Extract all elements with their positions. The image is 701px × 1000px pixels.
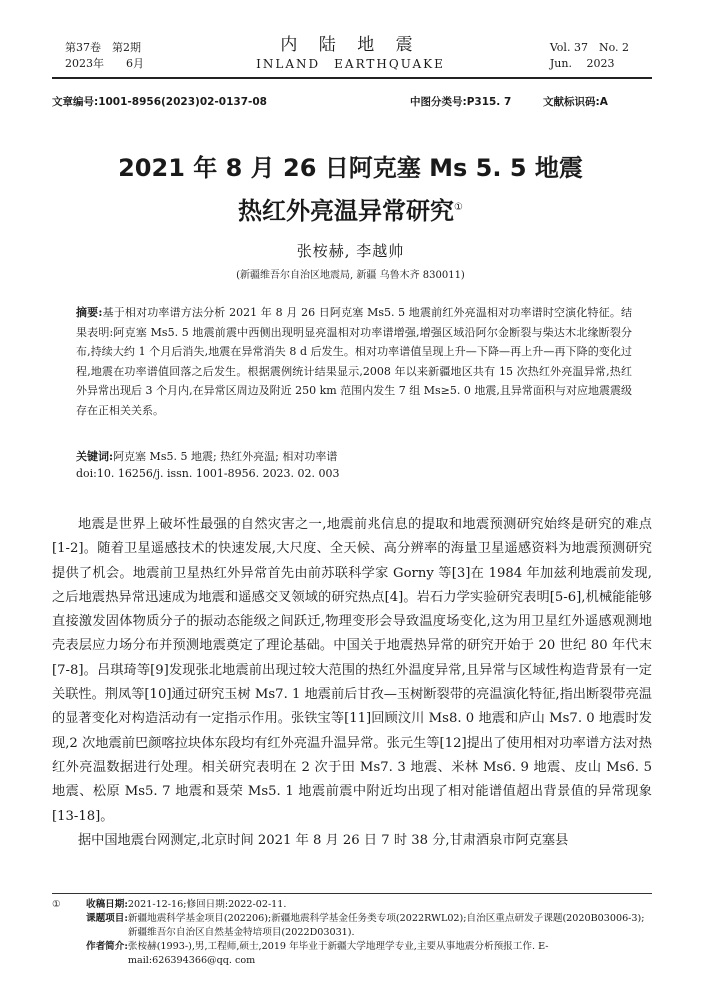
- author-bio-label: 作者简介:: [86, 941, 128, 952]
- footnote-divider: [52, 893, 652, 894]
- abstract: [76, 303, 632, 420]
- received-label: 收稿日期:: [86, 899, 128, 910]
- body-paragraph-1: 地震是世界上破坏性最强的自然灾害之一,地震前兆信息的提取和地震预测研究始终是研究的难点[1-2]。随着卫星遥感技术的快速发展,大尺度、全天候、高分辨率的海量卫星遥感资料为地震预测研究提供了机会。地震前卫星热红外异常首先由前苏联科学家 Gorny 等[3]在 1984 年加兹利地震前发现,之后地震热异常迅速成为地震和遥感交叉领域的研究热点[4]。岩石力学实验研究表明[5-6],机械能能够直接激发固体物质分子的振动态能级之间跃迁,物理变形会导致温度场变化,这为用卫星红外遥感观测地壳表层应力场分布并预测地震奠定了理论基础。中国关于地震热异常的研究开始于 20 世纪 80 年代末[7-8]。吕琪琦等[9]发现张北地震前出现过较大范围的热红外温度异常,且异常与区域性构造背景有一定关联性。荆凤等[10]通过研究玉树 Ms7. 1 地震前后甘孜—玉树断裂带的亮温演化特征,指出断裂带亮温的显著变化对构造活动有一定指示作用。张铁宝等[11]回顾汶川 Ms8. 0 地震和庐山 Ms7. 0 地震时发现,2 次地震前巴颜喀拉块体东段均有红外亮温升温异常。张元生等[12]提出了使用相对功率谱方法对热红外亮温数据进行处理。相关研究表明在 2 次于田 Ms7. 3 地震、米林 Ms6. 9 地震、皮山 Ms6. 5 地震、松原 Ms5. 7 地震和聂荣 Ms5. 1 地震前震中附近均出现了相对能谱值超出背景值的异常现象[13-18]。: [52, 517, 652, 824]
- abstract-text: 基于相对功率谱方法分析 2021 年 8 月 26 日阿克塞 Ms5. 5 地震前红外亮温相对功率谱时空演化特征。结果表明:阿克塞 Ms5. 5 地震前震中西侧出现明显亮温相对功率谱增强,增强区域沿阿尔金断裂与柴达木北缘断裂分布,持续大约 1 个月后消失,地震在异常消失 8 d 后发生。相对功率谱值呈现上升—下降—再上升—再下降的变化过程,地震在功率谱值回落之后发生。根据震例统计结果显示,2008 年以来新疆地区共有 15 次热红外亮温异常,热红外异常出现后 3 个月内,在异常区周边及附近 250 km 范围内发生 7 组 Ms≥5. 0 地震,且异常面积与对应地震震级存在正相关关系。: [76, 306, 633, 417]
- journal-name-en: INLAND EARTHQUAKE: [256, 57, 445, 71]
- keywords-label: 关键词:: [76, 450, 114, 463]
- date-en: Jun. 2023: [549, 57, 615, 70]
- running-header-right: [550, 40, 629, 72]
- body-paragraph-2: 据中国地震台网测定,北京时间 2021 年 8 月 26 日 7 时 38 分,甘肃酒泉市阿克塞县: [78, 832, 569, 848]
- received-date: 2021-12-16;修回日期:2022-02-11.: [127, 899, 287, 910]
- keywords: [76, 447, 632, 466]
- abstract-label: 摘要:: [76, 306, 103, 319]
- year-month-cn: 2023年 6月: [65, 57, 144, 70]
- footnotes: [52, 898, 652, 968]
- affiliation: (新疆维吾尔自治区地震局, 新疆 乌鲁木齐 830011): [236, 270, 465, 281]
- footnote-number: ①: [52, 899, 61, 910]
- title-line-1: 2021 年 8 月 26 日阿克塞 Ms 5. 5 地震: [118, 154, 583, 182]
- fund-label: 课题项目:: [86, 913, 128, 924]
- volume-issue-cn: 第37卷 第2期: [65, 41, 141, 54]
- document-code: 文献标识码:A: [543, 96, 608, 108]
- body-text: [52, 513, 652, 853]
- title-line-2: 热红外亮温异常研究: [238, 197, 455, 225]
- article-number: 文章编号:1001-8956(2023)02-0137-08: [52, 96, 267, 108]
- clc-number: 中图分类号:P315. 7: [410, 96, 512, 108]
- journal-name-cn: 内 陆 地 震: [280, 35, 421, 55]
- header-divider: [52, 77, 652, 79]
- author-bio: 张桉赫(1993-),男,工程师,硕士,2019 年毕业于新疆大学地理学专业,主要从事地震分析预报工作. E-mail:626394366@qq. com: [127, 941, 549, 966]
- volume-issue-en: Vol. 37 No. 2: [549, 41, 629, 54]
- doi: doi:10. 16256/j. issn. 1001-8956. 2023. 02. 003: [76, 467, 340, 480]
- keywords-text: 阿克塞 Ms5. 5 地震; 热红外亮温; 相对功率谱: [113, 450, 338, 463]
- title-footnote-mark: ①: [454, 202, 463, 213]
- fund-text: 新疆地震科学基金项目(202206);新疆地震科学基金任务类专项(2022RWL02);自治区重点研发子课题(2020B03006-3);新疆维吾尔自治区自然基金特培项目(2022D03031).: [127, 913, 645, 938]
- paper-title: [0, 148, 701, 231]
- authors: 张桉赫, 李越帅: [296, 242, 405, 260]
